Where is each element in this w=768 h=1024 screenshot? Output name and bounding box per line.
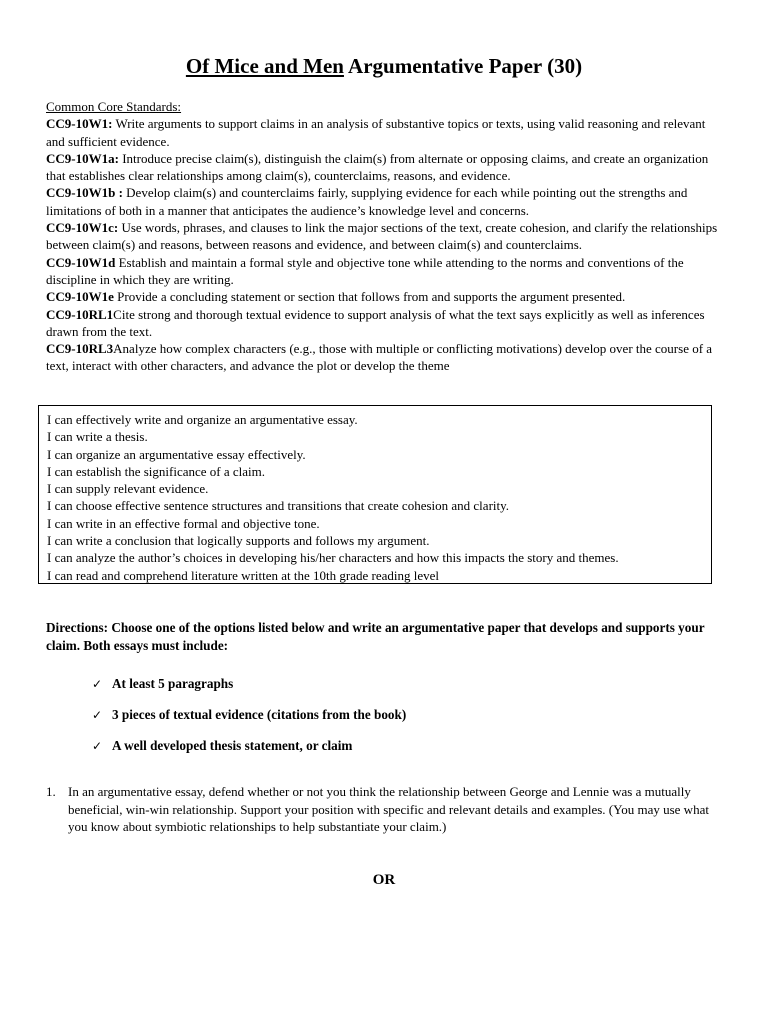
standard-item [46, 219, 726, 254]
option-1 [46, 783, 726, 836]
standard-item [46, 288, 726, 305]
standard-code: CC9-10W1d [46, 254, 116, 270]
i-can-statement: I can supply relevant evidence. [47, 481, 209, 497]
or-separator: OR [372, 872, 396, 888]
directions-text: Directions: Choose one of the options listed below and write an argumentative paper that develops and supports your claim. Both essays must include: [46, 620, 705, 653]
page-title [0, 52, 768, 80]
checkmark-icon: ✓ [92, 676, 103, 691]
standard-item [46, 150, 726, 185]
standard-item [46, 115, 726, 150]
i-can-statement: I can write a conclusion that logically supports and follows my argument. [47, 533, 430, 549]
standard-text: Analyze how complex characters (e.g., those with multiple or conflicting motivations) develop over the course of a text, interact with other characters, and advance the plot or develop the theme [46, 341, 713, 374]
standard-code: CC9-10W1b : [46, 185, 123, 201]
standard-item [46, 254, 726, 289]
checkmark-icon: ✓ [92, 707, 103, 722]
standards-section [46, 98, 726, 375]
i-can-statement: I can write in an effective formal and objective tone. [47, 515, 320, 531]
i-can-statement: I can organize an argumentative essay effectively. [47, 446, 306, 462]
requirement-text: A well developed thesis statement, or claim [112, 737, 353, 753]
standard-text: Establish and maintain a formal style and objective tone while attending to the norms and conventions of the discipline in which they are writing. [46, 254, 684, 287]
standards-heading: Common Core Standards: [46, 99, 182, 114]
i-can-statement: I can read and comprehend literature written at the 10th grade reading level [47, 567, 439, 583]
title-rest: Argumentative Paper (30) [343, 54, 583, 78]
standard-text: Cite strong and thorough textual evidence to support analysis of what the text says explicitly as well as inferences drawn from the text. [46, 306, 705, 339]
standard-item [46, 340, 726, 375]
requirement-item [92, 699, 692, 730]
requirement-item [92, 730, 692, 761]
i-can-statement: I can establish the significance of a claim. [47, 463, 266, 479]
title-book-name: Of Mice and Men [185, 54, 344, 78]
i-can-statements-box [38, 405, 712, 584]
standard-text: Provide a concluding statement or section that follows from and supports the argument presented. [113, 289, 626, 305]
requirement-item [92, 668, 692, 699]
standard-text: Introduce precise claim(s), distinguish the claim(s) from alternate or opposing claims, and create an organization that establishes clear relationships among claim(s), counterclaims, reasons, and evidence. [46, 150, 709, 184]
standard-code: CC9-10W1a: [46, 150, 119, 166]
standard-code: CC9-10W1e [46, 289, 114, 305]
standard-item [46, 306, 726, 341]
standard-code: CC9-10RL1 [46, 306, 114, 322]
standard-code: CC9-10W1c: [46, 220, 119, 236]
option-number: 1. [46, 784, 56, 799]
i-can-statement: I can analyze the author’s choices in developing his/her characters and how this impacts the story and themes. [47, 550, 619, 566]
i-can-statement: I can choose effective sentence structures and transitions that create cohesion and clarity. [47, 498, 510, 514]
requirement-text: At least 5 paragraphs [112, 675, 234, 691]
requirements-list [92, 668, 692, 761]
i-can-statement: I can effectively write and organize an argumentative essay. [47, 412, 358, 427]
standard-item [46, 184, 726, 219]
checkmark-icon: ✓ [92, 738, 103, 753]
standard-text: Use words, phrases, and clauses to link the major sections of the text, create cohesion, and clarify the relationships between claim(s) and reasons, between reasons and evidence, and between claim(s) and counterclaims. [46, 220, 718, 253]
option-text: In an argumentative essay, defend whether or not you think the relationship between George and Lennie was a mutually beneficial, win-win relationship. Support your position with specific and relevant details and examples. (You may use what you know about symbiotic relationships to help substantiate your claim.) [68, 784, 709, 834]
i-can-statement: I can write a thesis. [47, 429, 148, 445]
requirement-text: 3 pieces of textual evidence (citations from the book) [112, 706, 407, 722]
standard-code: CC9-10W1: [46, 116, 113, 132]
standard-text: Develop claim(s) and counterclaims fairly, supplying evidence for each while pointing out the strengths and limitations of both in a manner that anticipates the audience’s knowledge level and concerns. [46, 185, 688, 218]
standard-code: CC9-10RL3 [46, 341, 114, 357]
standard-text: Write arguments to support claims in an analysis of substantive topics or texts, using valid reasoning and relevant and sufficient evidence. [46, 116, 706, 149]
